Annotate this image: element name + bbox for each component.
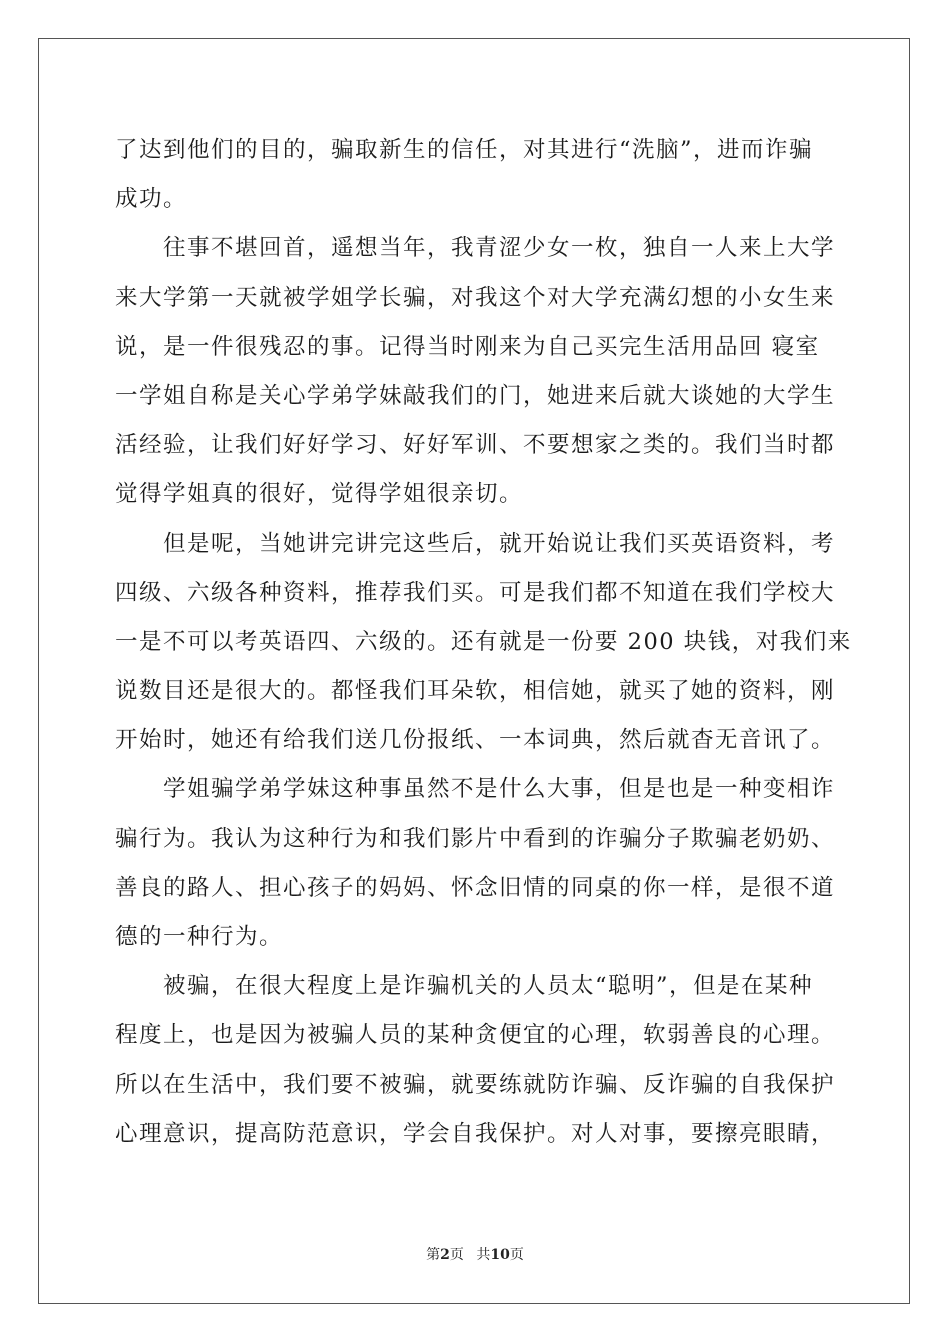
- text-line: 德的一种行为。: [115, 924, 284, 950]
- text-line: 了达到他们的目的，骗取新生的信任，对其进行“洗脑”，进而诈骗: [115, 137, 814, 163]
- text-line: 善良的路人、担心孩子的妈妈、怀念旧情的同桌的你一样，是很不道: [115, 874, 836, 901]
- total-indicator: [476, 1247, 523, 1263]
- text-line: 所以在生活中，我们要不被骗，就要练就防诈骗、反诈骗的自我保护: [115, 1071, 836, 1098]
- text-line: 但是呢，当她讲完讲完这些后，就开始说让我们买英语资料，考: [163, 530, 836, 557]
- text-line: 一是不可以考英语四、六级的。还有就是一份要 200 块钱，对我们来: [115, 628, 852, 655]
- text-line: 骗行为。我认为这种行为和我们影片中看到的诈骗分子欺骗老奶奶、: [115, 825, 836, 852]
- text-line: 被骗，在很大程度上是诈骗机关的人员太“聪明”，但是在某种: [163, 973, 814, 1000]
- total-prefix: 共: [476, 1247, 491, 1263]
- document-body: [115, 126, 852, 1159]
- text-line: 开始时，她还有给我们送几份报纸、一本词典，然后就杳无音讯了。: [115, 727, 836, 754]
- total-number: 10: [490, 1247, 510, 1263]
- text-line: 来大学第一天就被学姐学长骗，对我这个对大学充满幻想的小女生来: [115, 284, 836, 311]
- text-line: 说，是一件很残忍的事。记得当时刚来为自己买完生活用品回 寝室: [115, 333, 820, 360]
- total-suffix: 页: [509, 1247, 524, 1263]
- text-line: 说数目还是很大的。都怪我们耳朵软，相信她，就买了她的资料，刚: [115, 678, 836, 705]
- text-line: 往事不堪回首，遥想当年，我青涩少女一枚，独自一人来上大学: [163, 235, 836, 262]
- page-prefix: 第: [426, 1247, 441, 1263]
- text-line: 心理意识，提高防范意识，学会自我保护。对人对事，要擦亮眼睛，: [115, 1120, 836, 1147]
- text-line: 程度上，也是因为被骗人员的某种贪便宜的心理，软弱善良的心理。: [115, 1022, 836, 1049]
- page-indicator: [426, 1247, 464, 1263]
- text-line: 学姐骗学弟学妹这种事虽然不是什么大事，但是也是一种变相诈: [163, 776, 836, 803]
- page-number: 2: [440, 1247, 450, 1263]
- text-line: 成功。: [115, 186, 188, 213]
- page-suffix: 页: [449, 1247, 464, 1263]
- page-footer: [0, 1245, 950, 1265]
- text-line: 觉得学姐真的很好，觉得学姐很亲切。: [115, 481, 524, 508]
- text-line: 活经验，让我们好好学习、好好军训、不要想家之类的。我们当时都: [115, 432, 836, 459]
- text-line: 四级、六级各种资料，推荐我们买。可是我们都不知道在我们学校大: [115, 579, 836, 606]
- text-line: 一学姐自称是关心学弟学妹敲我们的门，她进来后就大谈她的大学生: [115, 382, 836, 409]
